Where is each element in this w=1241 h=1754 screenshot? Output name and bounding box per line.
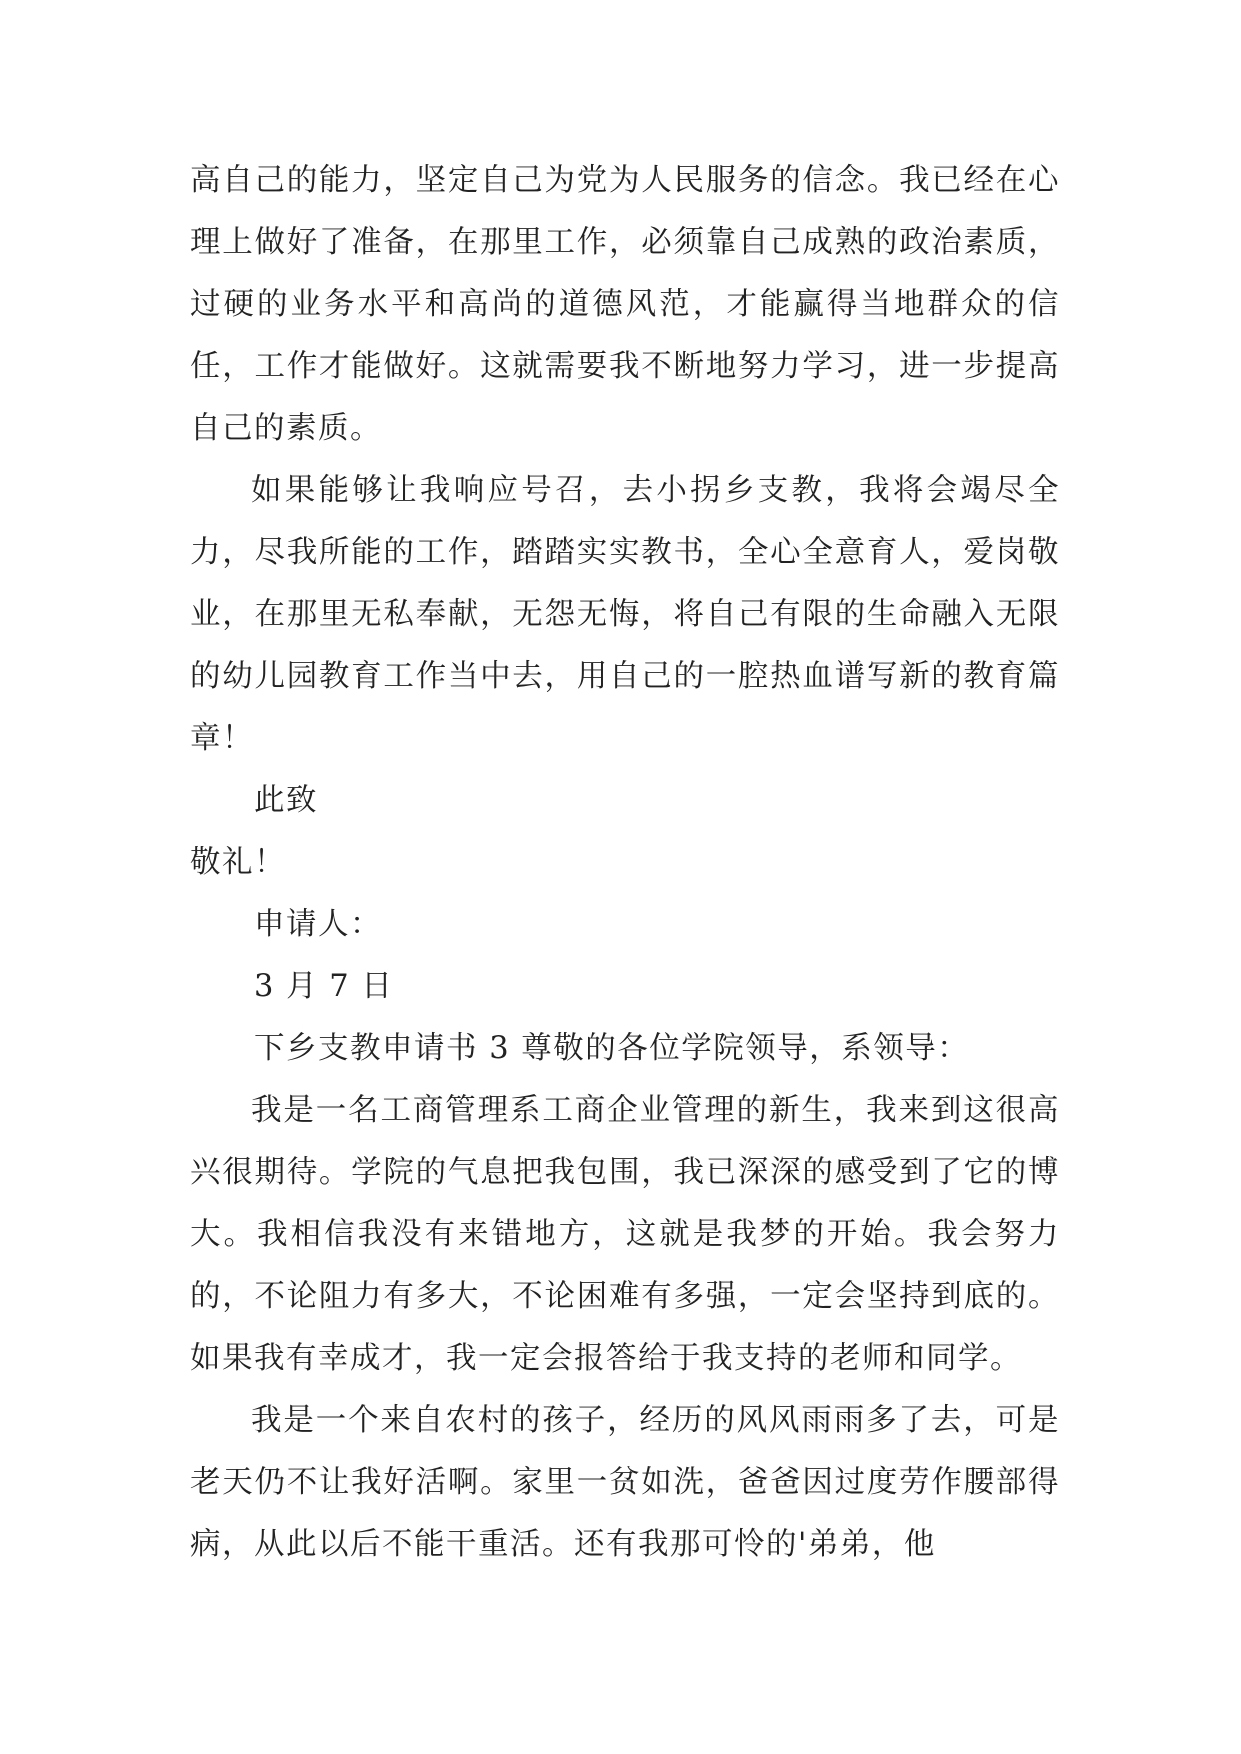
- paragraph-4: 我是一个来自农村的孩子，经历的风风雨雨多了去，可是老天仍不让我好活啊。家里一贫如洗，爸爸因过度劳作腰部得病，从此以后不能干重活。还有我那可怜的'弟弟，他: [190, 1403, 1060, 1562]
- applicant-label: 申请人：: [254, 907, 382, 942]
- paragraph-2: 如果能够让我响应号召，去小拐乡支教，我将会竭尽全力，尽我所能的工作，踏踏实实教书，全心全意育人，爱岗敬业，在那里无私奉献，无怨无悔，将自己有限的生命融入无限的幼儿园教育工作当中去，用自己的一腔热血谱写新的教育篇章！: [190, 473, 1060, 756]
- paragraph-3: 我是一名工商管理系工商企业管理的新生，我来到这很高兴很期待。学院的气息把我包围，我已深深的感受到了它的博大。我相信我没有来错地方，这就是我梦的开始。我会努力的，不论阻力有多大，不论困难有多强，一定会坚持到底的。如果我有幸成才，我一定会报答给于我支持的老师和同学。: [190, 1093, 1060, 1376]
- document-body: [190, 150, 1060, 1576]
- section-heading: 下乡支教申请书 3 尊敬的各位学院领导，系领导：: [254, 1031, 970, 1066]
- paragraph-1: 高自己的能力，坚定自己为党为人民服务的信念。我已经在心理上做好了准备，在那里工作，必须靠自己成熟的政治素质，过硬的业务水平和高尚的道德风范，才能赢得当地群众的信任，工作才能做好。这就需要我不断地努力学习，进一步提高自己的素质。: [190, 163, 1060, 446]
- closing-salutation: 此致: [254, 783, 318, 818]
- date-line: 3 月 7 日: [254, 969, 394, 1004]
- closing-regards: 敬礼！: [190, 845, 286, 880]
